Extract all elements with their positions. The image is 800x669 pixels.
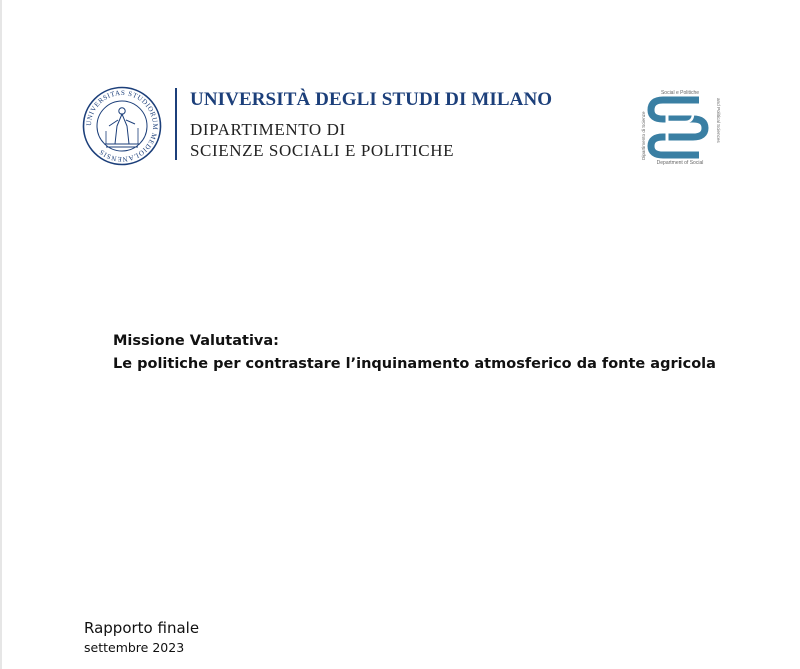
page-edge xyxy=(0,0,2,669)
university-seal-logo xyxy=(82,86,162,166)
department-line-1: DIPARTIMENTO DI xyxy=(190,120,346,139)
svg-text:UNIVERSITAS STUDIORUM MEDIOLAN xyxy=(85,89,159,163)
header-divider xyxy=(175,88,177,160)
document-title xyxy=(113,330,716,376)
seal-text: UNIVERSITAS STUDIORUM MEDIOLANENSIS xyxy=(84,88,160,164)
sps-logo-bottom-text: Department of Social xyxy=(656,160,704,166)
report-date: settembre 2023 xyxy=(84,640,185,655)
sps-logo-top-text: Social e Politiche xyxy=(660,90,700,96)
sps-department-logo xyxy=(637,88,723,166)
sps-logo-right-text: and Political Sciences xyxy=(716,98,721,143)
report-type: Rapporto finale xyxy=(84,619,200,637)
university-name: UNIVERSITÀ DEGLI STUDI DI MILANO xyxy=(190,89,553,110)
title-line-1: Missione Valutativa: xyxy=(113,333,279,349)
title-line-2: Le politiche per contrastare l’inquinamento atmosferico da fonte agricola xyxy=(113,356,716,372)
sps-logo-left-text: Dipartimento di Scienze xyxy=(641,111,646,160)
department-line-2: SCIENZE SOCIALI E POLITICHE xyxy=(190,141,455,160)
